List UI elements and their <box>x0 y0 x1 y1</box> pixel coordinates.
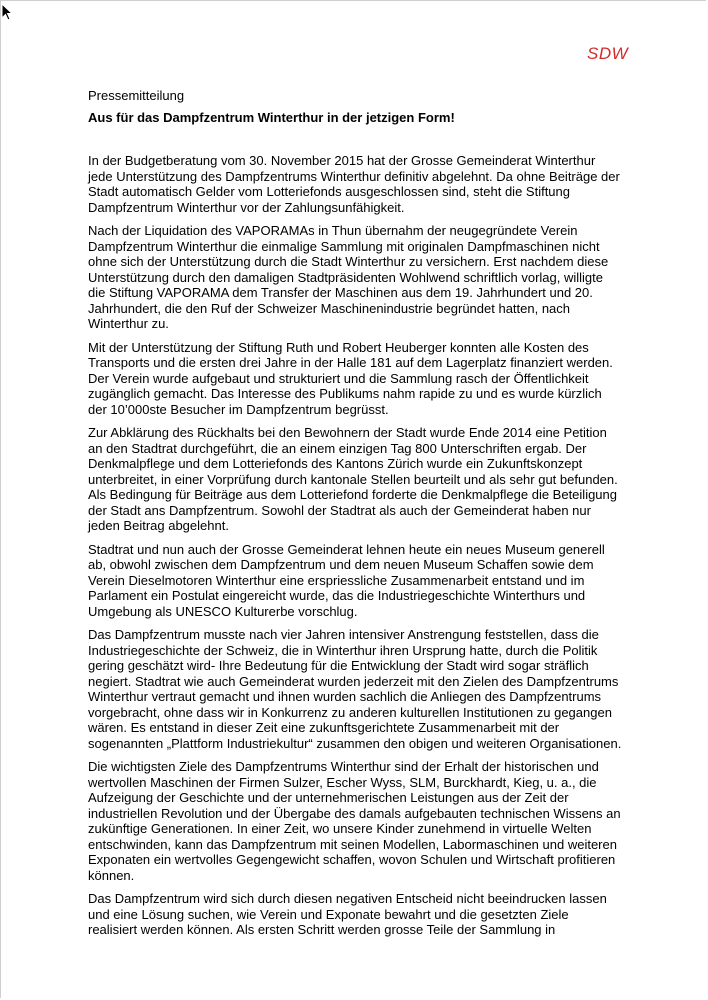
paragraph-line: wären. Es entstand in dieser Zeit eine zukunftsgerichtete Zusammenarbeit mit der <box>88 720 560 735</box>
paragraph-line: der Stadt ans Dampfzentrum. Sowohl der Stadtrat als auch der Gemeinderat haben nur <box>88 502 591 518</box>
paragraph-line: Unterstützung durch den damaligen Stadtpräsidenten Wohlwend schriftlich vorlag, willigte <box>88 269 603 285</box>
paragraph-line: wertvollen Maschinen der Firmen Sulzer, Escher Wyss, SLM, Burckhardt, Kieg, u. a., die <box>88 774 597 790</box>
sdw-logo: SDW <box>587 44 629 63</box>
paragraph-line: realisiert werden können. Als ersten Schritt werden grosse Teile der Sammlung in <box>88 922 556 937</box>
paragraph-line: Jahrhundert, die den Ruf der Schweizer Maschinenindustrie begründet hatten, nach <box>88 300 571 316</box>
paragraph-line: In der Budgetberatung vom 30. November 2015 hat der Grosse Gemeinderat Winterthur <box>88 153 596 168</box>
paragraph <box>88 542 630 620</box>
paragraph <box>88 759 630 883</box>
paragraph-line: Das Dampfzentrum musste nach vier Jahren intensiver Anstrengung feststellen, dass die <box>88 627 599 642</box>
paragraph-line: zukünftige Generationen. In einer Zeit, wo unsere Kinder zunehmend in virtuelle Welten <box>88 821 592 836</box>
paragraph-line: an den Stadtrat durchgeführt, die an einem einzigen Tag 800 Unterschriften ergab. Der <box>88 440 587 456</box>
paragraph-line: Mit der Unterstützung der Stiftung Ruth und Robert Heuberger konnten alle Kosten des <box>88 339 589 355</box>
paragraph-line: Industriegeschichte der Schweiz, die in Winterthur ihren Ursprung hatte, durch die Politik <box>88 642 598 658</box>
paragraph-line: ohne sich der Unterstützung durch die Stadt Winterthur zu versichern. Erst nachdem diese <box>88 254 609 269</box>
document-label: Pressemitteilung <box>88 88 185 103</box>
paragraph-line: der 10’000ste Besucher im Dampfzentrum begrüsst. <box>88 401 389 417</box>
paragraph-line: Stadt automatisch Gelder vom Lotteriefonds ausgeschlossen sind, steht die Stiftung <box>88 184 570 199</box>
document-body <box>88 153 630 946</box>
paragraph-line: Denkmalpflege und dem Lotteriefonds des Kantons Zürich wurde ein Zukunftskonzept <box>88 456 583 471</box>
paragraph-line: Verein Dieselmotoren Winterthur eine erspriessliche Zusammenarbeit entstand und im <box>88 572 585 588</box>
paragraph-line: industriellen Revolution und der Übergabe des damals aufgebauten technischen Wissens an <box>88 805 621 821</box>
paragraph-line: Stadtrat und nun auch der Grosse Gemeinderat lehnen heute ein neues Museum generell <box>88 541 605 557</box>
paragraph-line: gering geschätzt wird- Ihre Bedeutung für die Entwicklung der Stadt wird sogar sträflich <box>88 658 589 673</box>
paragraph-line: Transports und die ersten drei Jahre in der Halle 181 auf dem Lagerplatz finanziert werden. <box>88 355 613 370</box>
paragraph-line: Dampfzentrum Winterthur vor der Zahlungsunfähigkeit. <box>88 199 405 215</box>
paragraph-line: jede Unterstützung des Dampfzentrums Winterthur definitiv abgelehnt. Da ohne Beiträge der <box>88 168 620 184</box>
paragraph-line: unterbreitet, in einer Vorprüfung durch kantonale Stellen beurteilt und als sehr gut befunden. <box>88 471 618 487</box>
paragraph-line: vorgebracht, ohne dass wir in Konkurrenz zu anderen kulturellen Institutionen zu gegangen <box>88 704 612 720</box>
paragraph-line: Die wichtigsten Ziele des Dampfzentrums Winterthur sind der Erhalt der historischen und <box>88 759 599 774</box>
paragraph-line: Winterthur zu. <box>88 316 169 331</box>
paragraph-line: Zur Abklärung des Rückhalts bei den Bewohnern der Stadt wurde Ende 2014 eine Petition <box>88 425 607 440</box>
paragraph-line: Das Dampfzentrum wird sich durch diesen negativen Entscheid nicht beeindrucken lassen <box>88 891 607 906</box>
paragraph-line: ab, obwohl zwischen dem Dampfzentrum und dem neuen Museum Schaffen sowie dem <box>88 557 594 572</box>
paragraph-line: Dampfzentrum Winterthur die einmalige Sammlung mit originalen Dampfmaschinen nicht <box>88 238 600 254</box>
paragraph-line: Aufzeigung der Geschichte und der unternehmerischen Leistungen aus der Zeit der <box>88 790 569 805</box>
document-title: Aus für das Dampfzentrum Winterthur in der jetzigen Form! <box>88 110 455 125</box>
paragraph-line: jeden Beitrag abgelehnt. <box>88 518 229 533</box>
paragraph-line: die Stiftung VAPORAMA dem Transfer der Maschinen aus dem 19. Jahrhundert und 20. <box>88 285 593 300</box>
paragraph-line: entschwinden, kann das Dampfzentrum mit seinen Modellen, Labormaschinen und weiteren <box>88 836 617 852</box>
paragraph-line: Parlament ein Postulat eingereicht wurde, das die Industriegeschichte Winterthurs und <box>88 588 586 603</box>
paragraph-line: zugänglich gemacht. Das Interesse des Publikums nahm rapide zu und es wurde kürzlich <box>88 386 602 401</box>
paragraph <box>88 425 630 534</box>
paragraph-line: können. <box>88 867 135 883</box>
paragraph-line: sogenannten „Plattform Industriekultur“ zusammen den obigen und weiteren Organisationen. <box>88 735 622 751</box>
paragraph <box>88 891 630 938</box>
paragraph <box>88 627 630 751</box>
paragraph <box>88 340 630 418</box>
paragraph-line: Exponaten ein wertvolles Gegengewicht schaffen, wovon Schulen und Wirtschaft profitieren <box>88 852 616 867</box>
mouse-cursor-icon <box>1 3 13 21</box>
paragraph <box>88 223 630 332</box>
paragraph-line: Nach der Liquidation des VAPORAMAs in Thun übernahm der neugegründete Verein <box>88 223 578 238</box>
paragraph-line: negiert. Stadtrat wie auch Gemeinderat wurden jederzeit mit den Zielen des Dampfzentrums <box>88 673 619 689</box>
paragraph <box>88 153 630 215</box>
paragraph-line: Der Verein wurde aufgebaut und strukturiert und die Sammlung rasch der Öffentlichkeit <box>88 370 589 386</box>
paragraph-line: Umgebung als UNESCO Kulturerbe vorschlug. <box>88 603 358 619</box>
paragraph-line: Als Bedingung für Beiträge aus dem Lotteriefond forderte die Denkmalpflege die Beteiligung <box>88 487 618 502</box>
paragraph-line: und eine Lösung suchen, wie Verein und Exponate bewahrt und die gesetzten Ziele <box>88 906 569 922</box>
paragraph-line: Winterthur vertraut gemacht und ihnen wurden sachlich die Anliegen des Dampfzentrums <box>88 689 602 704</box>
